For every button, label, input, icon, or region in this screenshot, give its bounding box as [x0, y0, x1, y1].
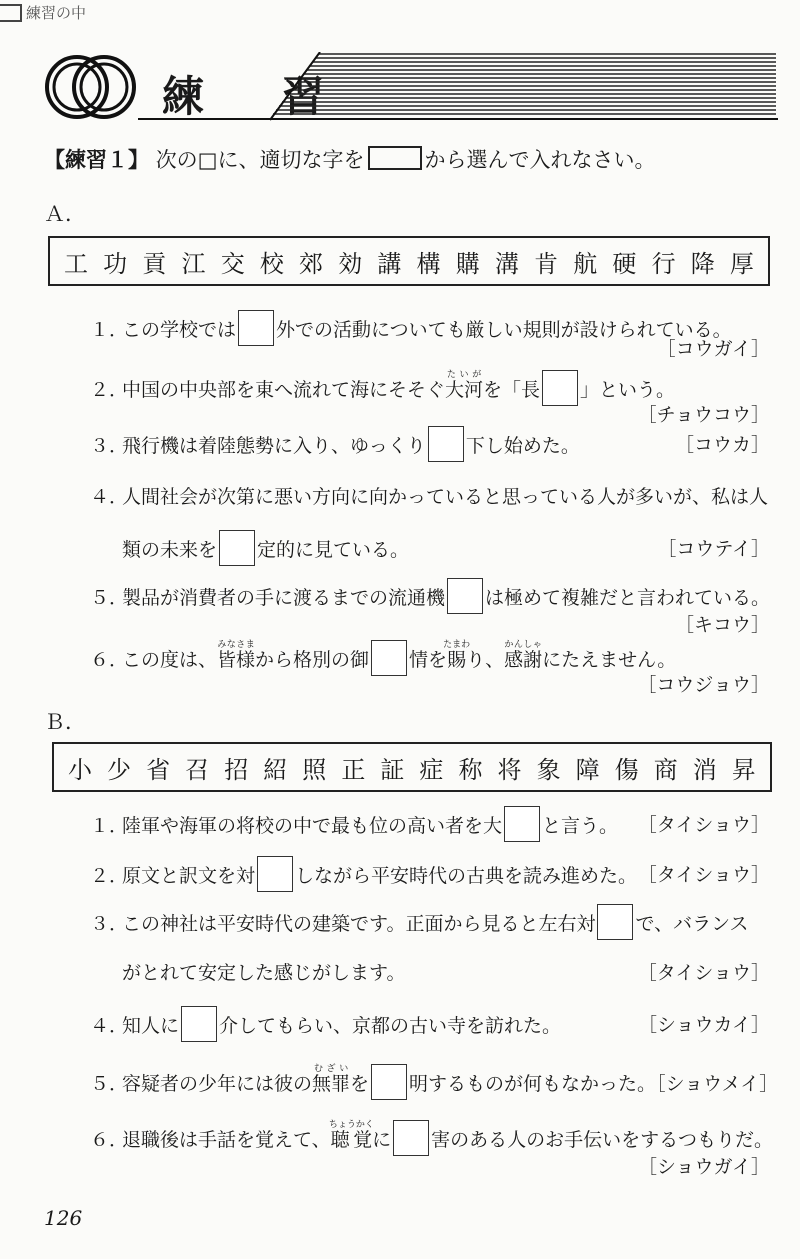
kanji-choice[interactable]: 正 — [341, 755, 366, 784]
answer-blank[interactable] — [181, 1006, 217, 1042]
running-header: 練習の中 — [26, 4, 87, 22]
header-stripes — [270, 52, 776, 122]
question-a3: ３．飛行機は着陸態勢に入り、ゆっくり 下し始めた。 — [90, 426, 580, 462]
inline-box-icon — [368, 146, 422, 170]
kanji-choice[interactable]: 構 — [416, 249, 441, 278]
answer-blank[interactable] — [371, 640, 407, 676]
kanji-choice[interactable]: 省 — [146, 755, 171, 784]
kanji-choice[interactable]: 硬 — [612, 249, 637, 278]
answer-blank[interactable] — [597, 904, 633, 940]
question-b1: １．陸軍や海軍の将校の中で最も位の高い者を大 と言う。 — [90, 806, 618, 842]
kanji-choice[interactable]: 商 — [653, 755, 678, 784]
question-b4: ４．知人に 介してもらい、京都の古い寺を訪れた。 — [90, 1006, 561, 1042]
reading-hint: ［ショウカイ］ — [637, 1014, 770, 1036]
instruction-text-before: 次の□に、適切な字を — [155, 148, 365, 172]
kanji-choice[interactable]: 交 — [220, 249, 245, 278]
question-b3: ３．この神社は平安時代の建築です。正面から見ると左右対 で、バランス — [90, 904, 749, 940]
answer-blank[interactable] — [428, 426, 464, 462]
answer-blank[interactable] — [447, 578, 483, 614]
question-b2: ２．原文と訳文を対 しながら平安時代の古典を読み進めた。 — [90, 856, 637, 892]
answer-blank[interactable] — [238, 310, 274, 346]
kanji-choice[interactable]: 昇 — [731, 755, 756, 784]
section-a-label: Ａ． — [44, 202, 86, 226]
reading-hint: ［チョウコウ］ — [637, 404, 770, 426]
instruction-text-after: から選んで入れなさい。 — [424, 148, 656, 172]
reading-hint: ［ショウガイ］ — [637, 1156, 770, 1178]
header-rule — [138, 118, 778, 120]
kanji-choice[interactable]: 消 — [692, 755, 717, 784]
page-number: 126 — [44, 1206, 83, 1230]
reading-hint: ［コウジョウ］ — [637, 674, 770, 696]
kanji-choice[interactable]: 工 — [64, 249, 88, 278]
kanji-choice[interactable]: 貢 — [142, 249, 167, 278]
exercise-label: 【練習１】 — [44, 148, 149, 172]
question-a5: ５．製品が消費者の手に渡るまでの流通機 は極めて複雑だと言われている。 — [90, 578, 770, 614]
kanji-choice[interactable]: 照 — [302, 755, 327, 784]
kanji-choice[interactable]: 証 — [380, 755, 405, 784]
question-a6: ６．この度は、皆様みなさまから格別の御 情を賜たまわり、感謝かんしゃにたえません。 — [90, 640, 676, 676]
reading-hint: ［タイショウ］ — [637, 814, 770, 836]
corner-mark — [0, 4, 22, 22]
kanji-choice[interactable]: 厚 — [729, 249, 754, 278]
answer-blank[interactable] — [542, 370, 578, 406]
question-b5: ５．容疑者の少年には彼の無罪むざいを 明するものが何もなかった。［ショウメイ］ — [90, 1064, 778, 1100]
kanji-choice[interactable]: 降 — [690, 249, 715, 278]
kanji-choice[interactable]: 校 — [259, 249, 284, 278]
kanji-choice[interactable]: 招 — [224, 755, 249, 784]
answer-blank[interactable] — [219, 530, 255, 566]
rings-logo-icon — [44, 52, 138, 122]
kanji-choice[interactable]: 召 — [185, 755, 210, 784]
kanji-choice[interactable]: 購 — [455, 249, 480, 278]
kanji-choice[interactable]: 江 — [181, 249, 206, 278]
kanji-choice[interactable]: 将 — [497, 755, 522, 784]
page-title: 練 習 — [162, 72, 343, 121]
kanji-choice-box-a — [48, 236, 770, 286]
question-a1: １．この学校では 外での活動についても厳しい規則が設けられている。 — [90, 310, 732, 346]
kanji-choice[interactable]: 小 — [68, 755, 92, 784]
kanji-choice[interactable]: 少 — [107, 755, 132, 784]
kanji-choice[interactable]: 功 — [103, 249, 128, 278]
kanji-choice[interactable]: 象 — [536, 755, 561, 784]
question-b6: ６．退職後は手話を覚えて、聴覚ちょうかくに 害のある人のお手伝いをするつもりだ。 — [90, 1120, 773, 1156]
reading-hint: ［キコウ］ — [674, 614, 770, 636]
question-a4: ４．人間社会が次第に悪い方向に向かっていると思っている人が多いが、私は人 — [90, 486, 769, 508]
kanji-choice[interactable]: 効 — [338, 249, 363, 278]
question-a2: ２．中国の中央部を東へ流れて海にそそぐ大河たいがを「長 」という。 — [90, 370, 675, 406]
answer-blank[interactable] — [504, 806, 540, 842]
instruction — [44, 144, 656, 174]
kanji-choice[interactable]: 称 — [458, 755, 483, 784]
kanji-choice[interactable]: 講 — [377, 249, 402, 278]
answer-blank[interactable] — [393, 1120, 429, 1156]
answer-blank[interactable] — [257, 856, 293, 892]
reading-hint: ［コウカ］ — [674, 434, 770, 456]
kanji-choice[interactable]: 障 — [575, 755, 600, 784]
reading-hint: ［タイショウ］ — [637, 962, 770, 984]
reading-hint: ［タイショウ］ — [637, 864, 770, 886]
kanji-choice[interactable]: 症 — [419, 755, 444, 784]
section-b-label: Ｂ． — [44, 710, 86, 734]
kanji-choice[interactable]: 紹 — [263, 755, 288, 784]
question-a4-cont: 類の未来を 定的に見ている。 — [122, 530, 409, 566]
kanji-choice[interactable]: 傷 — [614, 755, 639, 784]
kanji-choice[interactable]: 行 — [651, 249, 676, 278]
kanji-choice[interactable]: 溝 — [494, 249, 519, 278]
reading-hint: ［コウテイ］ — [657, 538, 770, 560]
reading-hint: ［コウガイ］ — [656, 338, 770, 360]
answer-blank[interactable] — [371, 1064, 407, 1100]
kanji-choice[interactable]: 郊 — [299, 249, 324, 278]
kanji-choice[interactable]: 肯 — [534, 249, 559, 278]
kanji-choice-box-b — [52, 742, 772, 792]
question-b3-cont: がとれて安定した感じがします。 — [122, 962, 406, 984]
kanji-choice[interactable]: 航 — [573, 249, 598, 278]
